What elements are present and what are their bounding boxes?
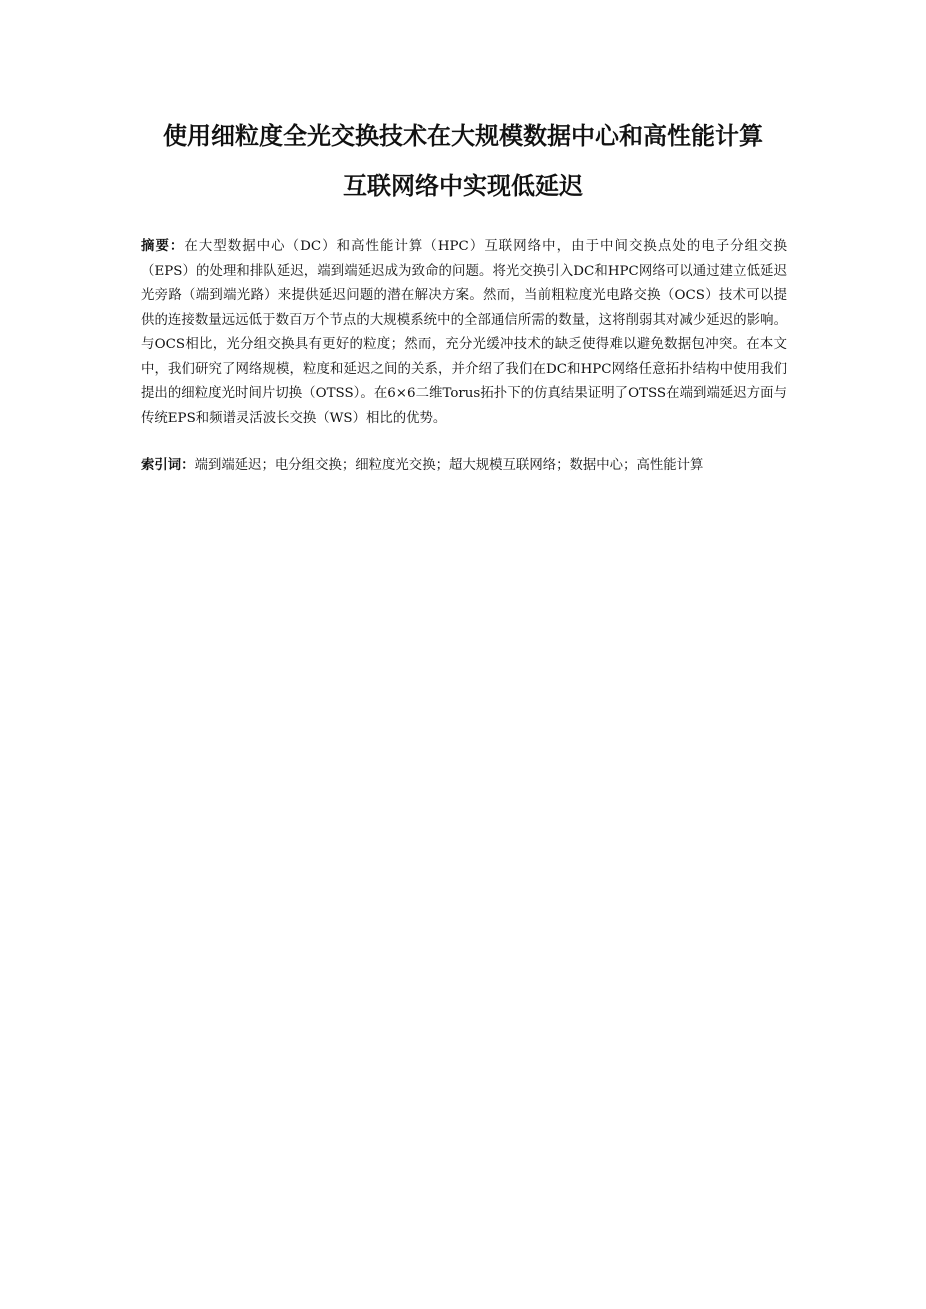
- keywords-paragraph: [141, 454, 787, 479]
- keywords-label: 索引词：: [141, 458, 195, 473]
- abstract-paragraph: [141, 235, 787, 431]
- paper-title-line-2: 互联网络中实现低延迟: [343, 172, 583, 200]
- paper-title-line-1: 使用细粒度全光交换技术在大规模数据中心和高性能计算: [163, 122, 763, 150]
- keywords-text: 端到端延迟；电分组交换；细粒度光交换；超大规模互联网络；数据中心；高性能计算: [194, 458, 704, 473]
- abstract-text: 在大型数据中心（DC）和高性能计算（HPC）互联网络中，由于中间交换点处的电子分组交换（EPS）的处理和排队延迟，端到端延迟成为致命的问题。将光交换引入DC和HPC网络可以通过建立低延迟光旁路（端到端光路）来提供延迟问题的潜在解决方案。然而，当前粗粒度光电路交换（OCS）技术可以提供的连接数量远远低于数百万个节点的大规模系统中的全部通信所需的数量，这将削弱其对减少延迟的影响。与OCS相比，光分组交换具有更好的粒度；然而，充分光缓冲技术的缺乏使得难以避免数据包冲突。在本文中，我们研究了网络规模，粒度和延迟之间的关系，并介绍了我们在DC和HPC网络任意拓扑结构中使用我们提出的细粒度光时间片切换（OTSS）。在6×6二维Torus拓扑下的仿真结果证明了OTSS在端到端延迟方面与传统EPS和频谱灵活波长交换（WS）相比的优势。: [141, 239, 787, 426]
- abstract-label: 摘要：: [141, 239, 185, 254]
